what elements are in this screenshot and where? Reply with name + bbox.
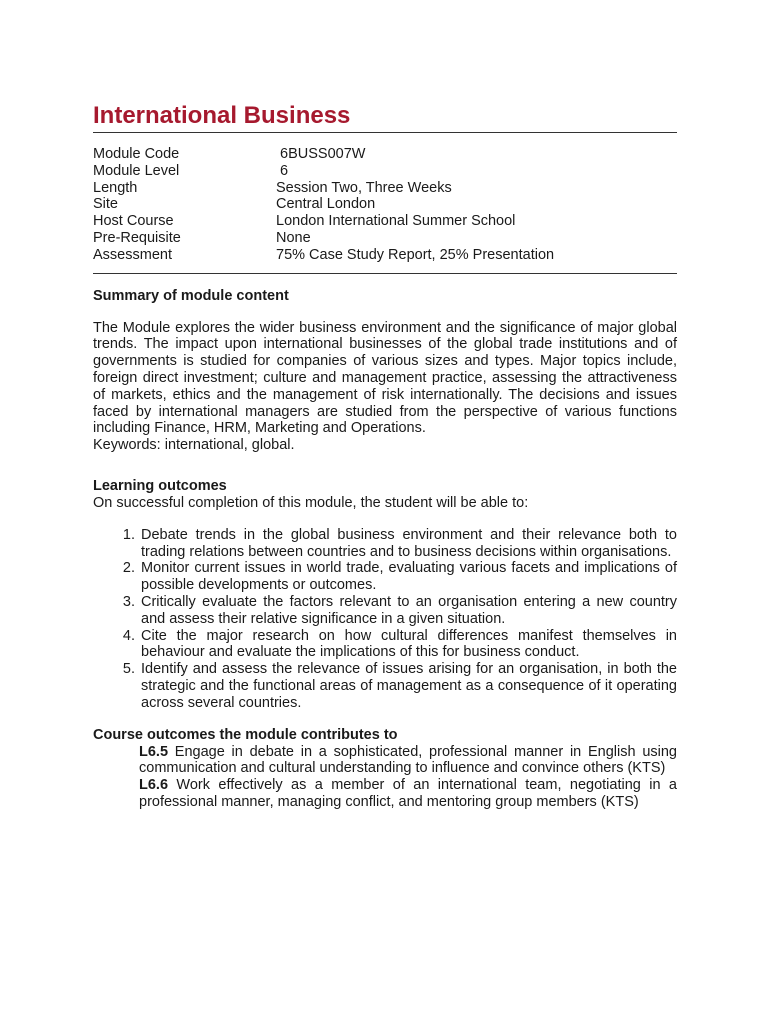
info-row-pre-requisite	[93, 230, 677, 247]
outcome-text: Engage in debate in a sophisticated, professional manner in English using communication and cultural understanding to influence and convince others (KTS)	[139, 743, 677, 777]
info-value: London International Summer School	[276, 213, 516, 230]
list-item: 2. Monitor current issues in world trade, evaluating various facets and implications of possible developments or outcomes.	[139, 560, 677, 594]
list-item: 5. Identify and assess the relevance of issues arising for an organisation, in both the strategic and the functional areas of management as a consequence of it operating across several countries.	[139, 661, 677, 711]
info-value: Central London	[276, 196, 376, 213]
module-info-table	[93, 146, 677, 264]
summary-heading: Summary of module content	[93, 287, 289, 304]
list-item: 3. Critically evaluate the factors relevant to an organisation entering a new country and assess their relative significance in a given situation.	[139, 594, 677, 628]
summary-paragraph: The Module explores the wider business environment and the significance of major global trends. The impact upon international businesses of the global trade institutions and of governments is studied for companies of various sizes and types. Major topics include, foreign direct investment; culture and management practice, assessing the attractiveness of markets, ethics and the management of risk internationally. The decisions and issues faced by international managers are studied from the perspective of various functions including Finance, HRM, Marketing and Operations.	[93, 319, 677, 437]
learning-outcomes-list	[93, 527, 677, 712]
info-label: Length	[93, 179, 138, 196]
info-row-module-code	[93, 146, 677, 163]
info-row-length	[93, 180, 677, 197]
learning-outcomes-intro: On successful completion of this module, the student will be able to:	[93, 494, 529, 511]
learning-outcomes-heading: Learning outcomes	[93, 477, 227, 494]
info-label: Module Level	[93, 162, 180, 179]
course-outcome-item	[139, 744, 677, 778]
outcome-text: Work effectively as a member of an international team, negotiating in a professional manner, managing conflict, and mentoring group members (KTS)	[139, 777, 677, 810]
info-label: Pre-Requisite	[93, 229, 181, 246]
info-row-module-level	[93, 163, 677, 180]
course-outcomes-list	[139, 744, 677, 811]
info-label: Assessment	[93, 246, 172, 263]
info-value: None	[276, 229, 311, 246]
info-label: Site	[93, 196, 118, 213]
keywords-line: Keywords: international, global.	[93, 437, 295, 454]
document-page	[93, 100, 677, 811]
info-label: Host Course	[93, 213, 174, 230]
title-divider	[93, 132, 677, 133]
course-outcome-item	[139, 777, 677, 811]
course-outcomes-heading: Course outcomes the module contributes to	[93, 726, 398, 743]
info-value: 6BUSS007W	[276, 146, 366, 162]
list-item: 1. Debate trends in the global business environment and their relevance both to trading relations between countries and to business decisions within organisations.	[139, 527, 677, 561]
info-row-assessment	[93, 247, 677, 264]
info-value: Session Two, Three Weeks	[276, 179, 452, 196]
info-value: 6	[276, 162, 289, 179]
page-title: International Business	[93, 102, 351, 129]
info-row-site	[93, 196, 677, 213]
info-divider	[93, 273, 677, 274]
outcome-code: L6.6	[139, 777, 169, 794]
outcome-code: L6.5	[139, 743, 169, 760]
info-row-host-course	[93, 213, 677, 230]
list-item: 4. Cite the major research on how cultural differences manifest themselves in behaviour and evaluate the implications of this for business conduct.	[139, 628, 677, 662]
info-label: Module Code	[93, 146, 180, 162]
info-value: 75% Case Study Report, 25% Presentation	[276, 246, 555, 263]
